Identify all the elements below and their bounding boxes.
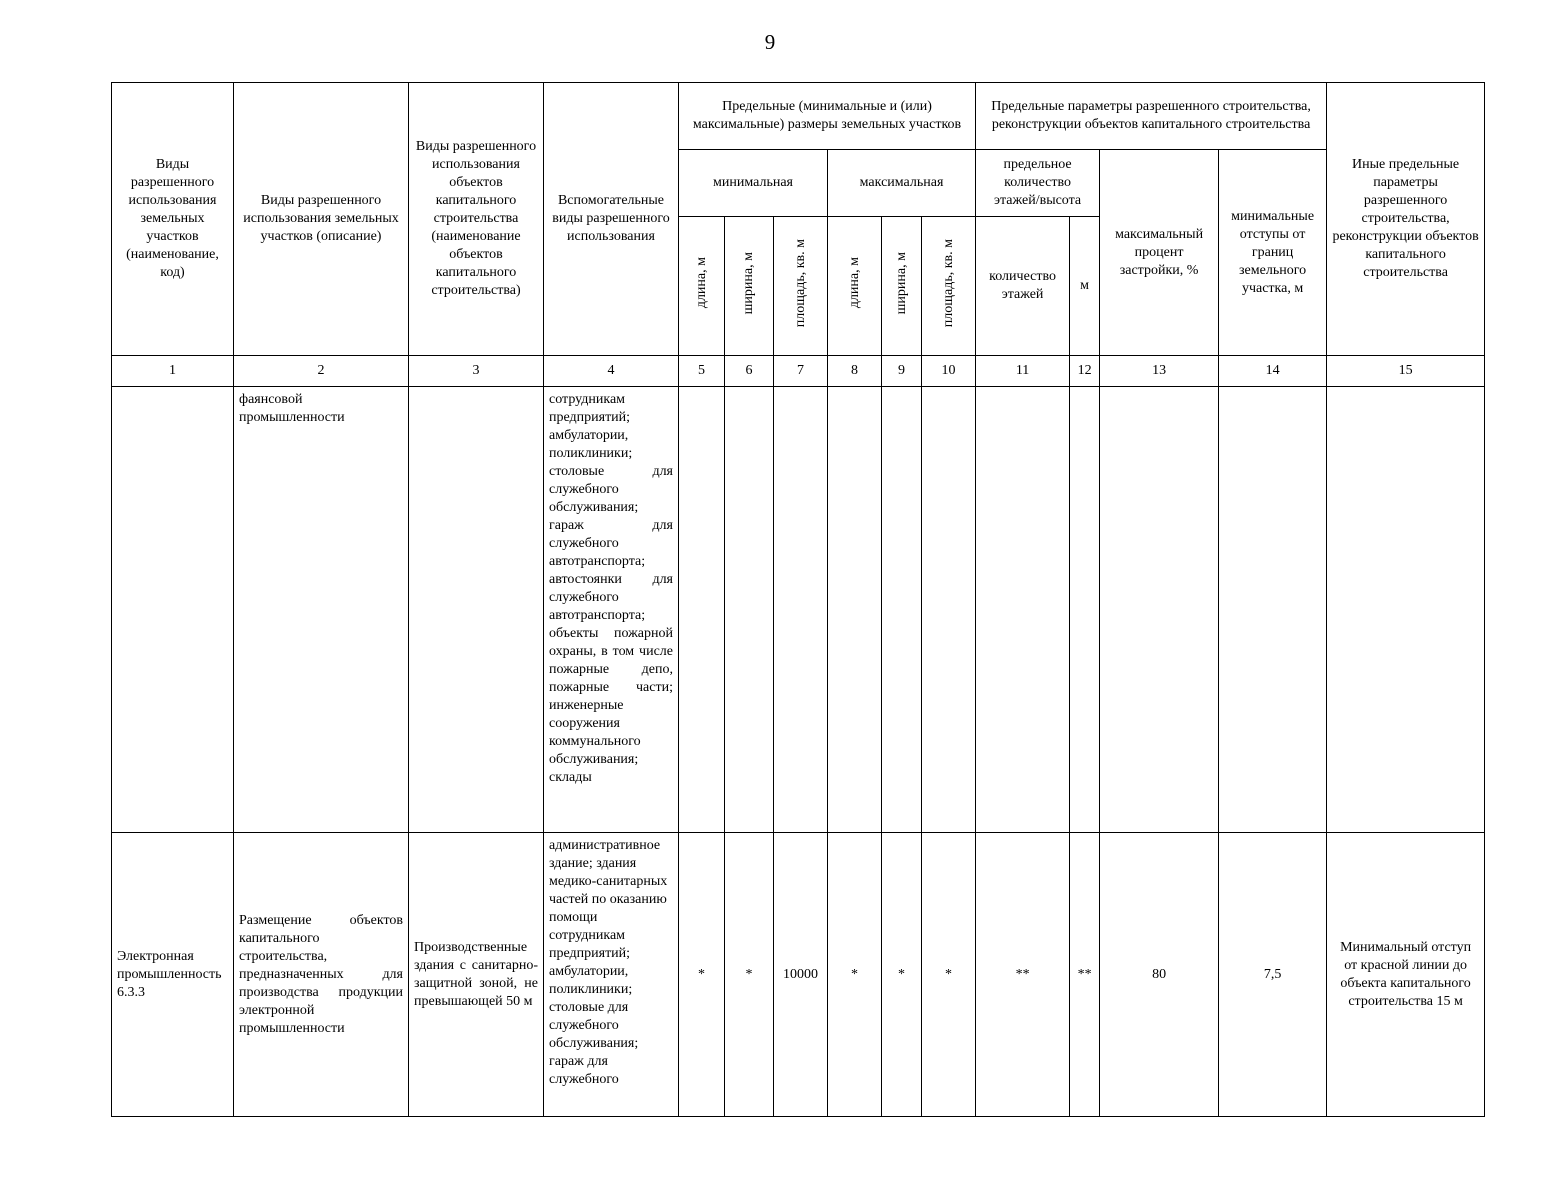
header-max-width: ширина, м [882, 217, 922, 356]
cell-max-length [828, 387, 882, 833]
cell-min-area: 10000 [774, 833, 828, 1117]
column-number-row [112, 356, 1485, 387]
column-number: 9 [882, 356, 922, 387]
column-number: 1 [112, 356, 234, 387]
header-max-length: длина, м [828, 217, 882, 356]
cell-height: ** [1070, 833, 1100, 1117]
cell-min-width: * [725, 833, 774, 1117]
header-other-parameters: Иные предельные параметры разрешенного строительства, реконструкции объектов капитального строительства [1327, 83, 1485, 356]
column-number: 14 [1219, 356, 1327, 387]
cell-capital-construction [409, 387, 544, 833]
cell-max-width: * [882, 833, 922, 1117]
cell-min-length [679, 387, 725, 833]
header-construction-parameters: Предельные параметры разрешенного строительства, реконструкции объектов капитального строительства [976, 83, 1327, 150]
cell-land-use-type: Электронная промышленность 6.3.3 [112, 833, 234, 1117]
cell-max-area [922, 387, 976, 833]
cell-other-parameters [1327, 387, 1485, 833]
column-number: 13 [1100, 356, 1219, 387]
header-minimal: минимальная [679, 150, 828, 217]
header-plot-size-limits: Предельные (минимальные и (или) максимальные) размеры земельных участков [679, 83, 976, 150]
cell-land-use-description: фаянсовой промышленности [234, 387, 409, 833]
cell-capital-construction: Производственные здания с санитарно-защитной зоной, не превышающей 50 м [409, 833, 544, 1117]
header-capital-construction-types: Виды разрешенного использования объектов капитального строительства (наименование объектов капитального строительства) [409, 83, 544, 356]
header-min-length: длина, м [679, 217, 725, 356]
cell-max-length: * [828, 833, 882, 1117]
header-floors-count: количество этажей [976, 217, 1070, 356]
header-auxiliary-use: Вспомогательные виды разрешенного использования [544, 83, 679, 356]
cell-setback [1219, 387, 1327, 833]
header-min-area: площадь, кв. м [774, 217, 828, 356]
cell-height [1070, 387, 1100, 833]
table-row [112, 833, 1485, 1117]
column-number: 8 [828, 356, 882, 387]
cell-land-use-type [112, 387, 234, 833]
column-number: 12 [1070, 356, 1100, 387]
header-maximal: максимальная [828, 150, 976, 217]
cell-min-width [725, 387, 774, 833]
column-number: 3 [409, 356, 544, 387]
header-height-meters: м [1070, 217, 1100, 356]
column-number: 7 [774, 356, 828, 387]
cell-max-width [882, 387, 922, 833]
header-max-area: площадь, кв. м [922, 217, 976, 356]
column-number: 6 [725, 356, 774, 387]
column-number: 5 [679, 356, 725, 387]
header-min-width: ширина, м [725, 217, 774, 356]
column-number: 15 [1327, 356, 1485, 387]
header-min-setbacks: минимальные отступы от границ земельного участка, м [1219, 150, 1327, 356]
cell-min-area [774, 387, 828, 833]
cell-max-area: * [922, 833, 976, 1117]
page-number: 9 [764, 30, 776, 54]
cell-other-parameters: Минимальный отступ от красной линии до объекта капитального строительства 15 м [1327, 833, 1485, 1117]
cell-max-percent [1100, 387, 1219, 833]
cell-floors [976, 387, 1070, 833]
header-land-use-description: Виды разрешенного использования земельных участков (описание) [234, 83, 409, 356]
cell-auxiliary-use: сотрудникам предприятий; амбулатории, поликлиники; столовые для служебного обслуживания; гараж для служебного автотранспорта; автостоянки для служебного автотранспорта; объекты пожарной охраны, в том числе пожарные депо, пожарные части; инженерные сооружения коммунального обслуживания; склады [544, 387, 679, 833]
header-land-use-type: Виды разрешенного использования земельных участков (наименование, код) [112, 83, 234, 356]
cell-land-use-description: Размещение объектов капитального строительства, предназначенных для производства продукции электронной промышленности [234, 833, 409, 1117]
cell-floors: ** [976, 833, 1070, 1117]
header-max-building-percent: максимальный процент застройки, % [1100, 150, 1219, 356]
column-number: 2 [234, 356, 409, 387]
header-floors-height: предельное количество этажей/высота [976, 150, 1100, 217]
land-use-table [111, 82, 1485, 1117]
column-number: 10 [922, 356, 976, 387]
cell-max-percent: 80 [1100, 833, 1219, 1117]
column-number: 4 [544, 356, 679, 387]
column-number: 11 [976, 356, 1070, 387]
cell-setback: 7,5 [1219, 833, 1327, 1117]
cell-min-length: * [679, 833, 725, 1117]
cell-auxiliary-use: административное здание; здания медико-санитарных частей по оказанию помощи сотрудникам предприятий; амбулатории, поликлиники; столовые для служебного обслуживания; гараж для служебного [544, 833, 679, 1117]
table-row [112, 387, 1485, 833]
